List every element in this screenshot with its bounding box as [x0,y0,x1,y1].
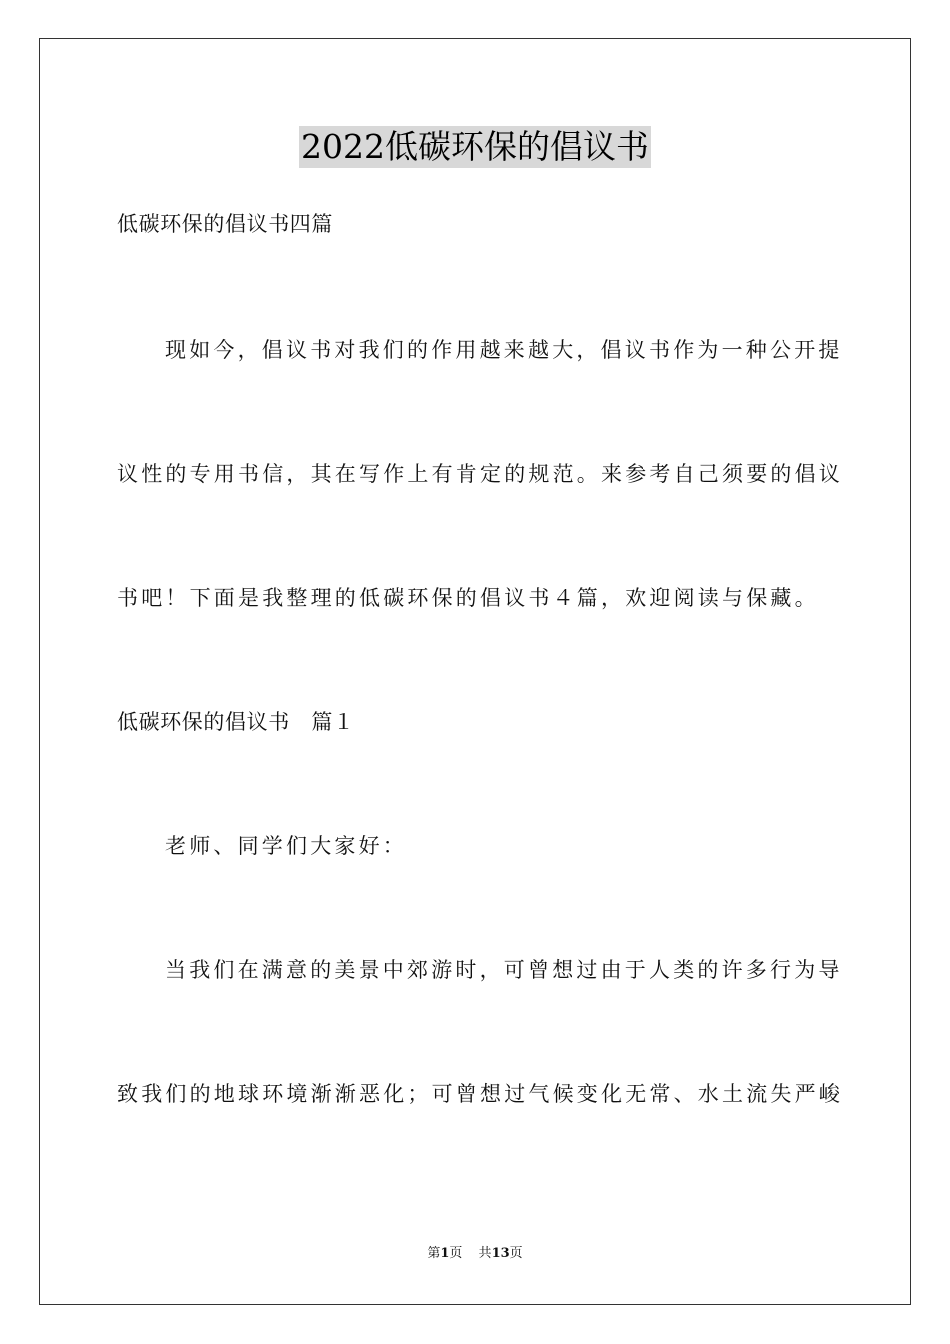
document-title: 2022低碳环保的倡议书 [301,127,649,166]
total-page-count: 13 [491,1246,510,1261]
intro-line-3: 书吧！下面是我整理的低碳环保的倡议书４篇，欢迎阅读与保藏。 [117,586,819,610]
document-subtitle: 低碳环保的倡议书四篇 [117,212,333,236]
greeting-line: 老师、同学们大家好： [165,834,407,858]
section-heading: 低碳环保的倡议书 篇１ [117,710,355,734]
page-indicator: 第1页 [427,1246,463,1261]
current-page-number: 1 [440,1246,450,1261]
intro-line-1: 现如今，倡议书对我们的作用越来越大，倡议书作为一种公开提 [165,338,843,362]
title-container [0,126,950,168]
body-line-2: 致我们的地球环境渐渐恶化；可曾想过气候变化无常、水土流失严峻 [117,1082,843,1106]
intro-line-2: 议性的专用书信，其在写作上有肯定的规范。来参考自己须要的倡议 [117,462,843,486]
page-footer [0,1245,950,1263]
body-line-1: 当我们在满意的美景中郊游时，可曾想过由于人类的许多行为导 [165,958,843,982]
total-pages-indicator: 共13页 [478,1246,523,1261]
